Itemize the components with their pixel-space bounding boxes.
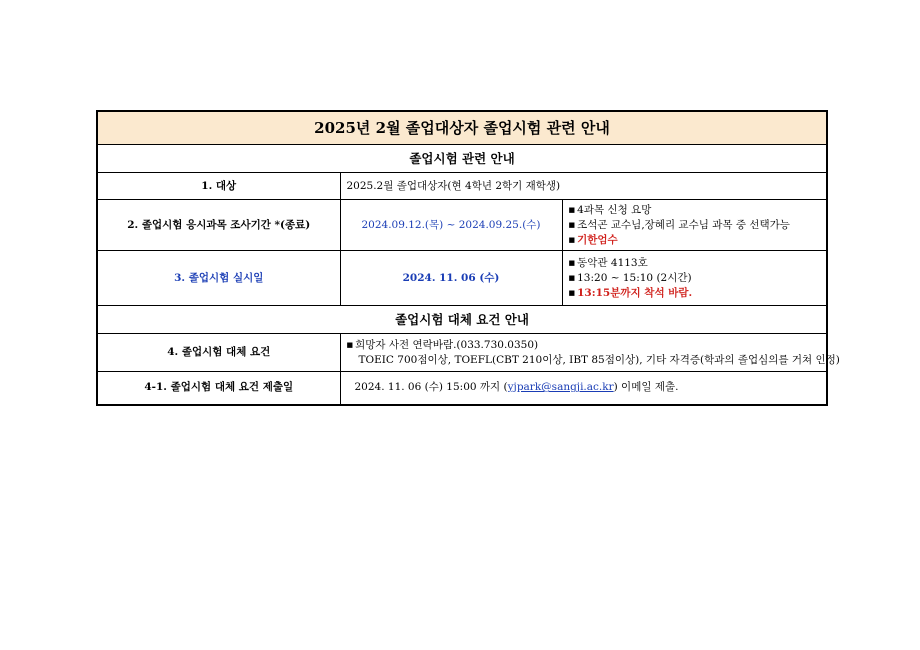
table-row-survey-period	[97, 200, 827, 251]
table-row-exam-date	[97, 251, 827, 306]
row-label-substitute: 4. 졸업시험 대체 요건	[97, 334, 340, 372]
row-label-exam-date: 3. 졸업시험 실시일	[97, 251, 340, 306]
submission-deadline-text: 2024. 11. 06 (수) 15:00 까지 (	[354, 381, 508, 394]
email-link[interactable]: yjpark@sangji.ac.kr	[507, 381, 614, 394]
section-heading-substitute: 졸업시험 대체 요건 안내	[97, 306, 827, 334]
row-label-target: 1. 대상	[97, 173, 340, 200]
row-value-substitute	[340, 334, 840, 372]
note-item-deadline: 기한엄수	[577, 233, 618, 246]
row-value-submission	[340, 372, 827, 405]
note-item: ■ 조석곤 교수님,장혜리 교수님 과목 중 선택가능	[569, 218, 821, 233]
row-value-exam-date: 2024. 11. 06 (수)	[340, 251, 562, 306]
table-row-substitute	[97, 334, 827, 372]
section-heading-exam: 졸업시험 관련 안내	[97, 145, 827, 173]
row-notes-exam-date	[562, 251, 827, 306]
note-item: ■ 4과목 신청 요망	[569, 203, 821, 218]
row-value-survey-period: 2024.09.12.(목) ~ 2024.09.25.(수)	[340, 200, 562, 251]
row-notes-survey-period	[562, 200, 827, 251]
page-title: 2025년 2월 졸업대상자 졸업시험 관련 안내	[97, 111, 827, 145]
row-value-target: 2025.2월 졸업대상자(현 4학년 2학기 재학생)	[340, 173, 827, 200]
table-row-submission	[97, 372, 827, 405]
note-item: ■ 13:20 ~ 15:10 (2시간)	[569, 271, 821, 286]
notice-table	[96, 110, 840, 406]
row-label-submission: 4-1. 졸업시험 대체 요건 제출일	[97, 372, 340, 405]
substitute-contact: ■ 희망자 사전 연락바람.(033.730.0350)	[347, 338, 821, 353]
note-item-seated: 13:15분까지 착석 바람.	[577, 286, 693, 299]
note-item: ■ 동악관 4113호	[569, 256, 821, 271]
submission-method-text: ) 이메일 제출.	[613, 381, 679, 394]
row-label-survey-period: 2. 졸업시험 응시과목 조사기간 *(종료)	[97, 200, 340, 251]
substitute-requirements: TOEIC 700점이상, TOEFL(CBT 210이상, IBT 85점이상), 기타 자격증(학과의 졸업심의를 거쳐 인정)	[358, 353, 840, 366]
table-row-target	[97, 173, 827, 200]
